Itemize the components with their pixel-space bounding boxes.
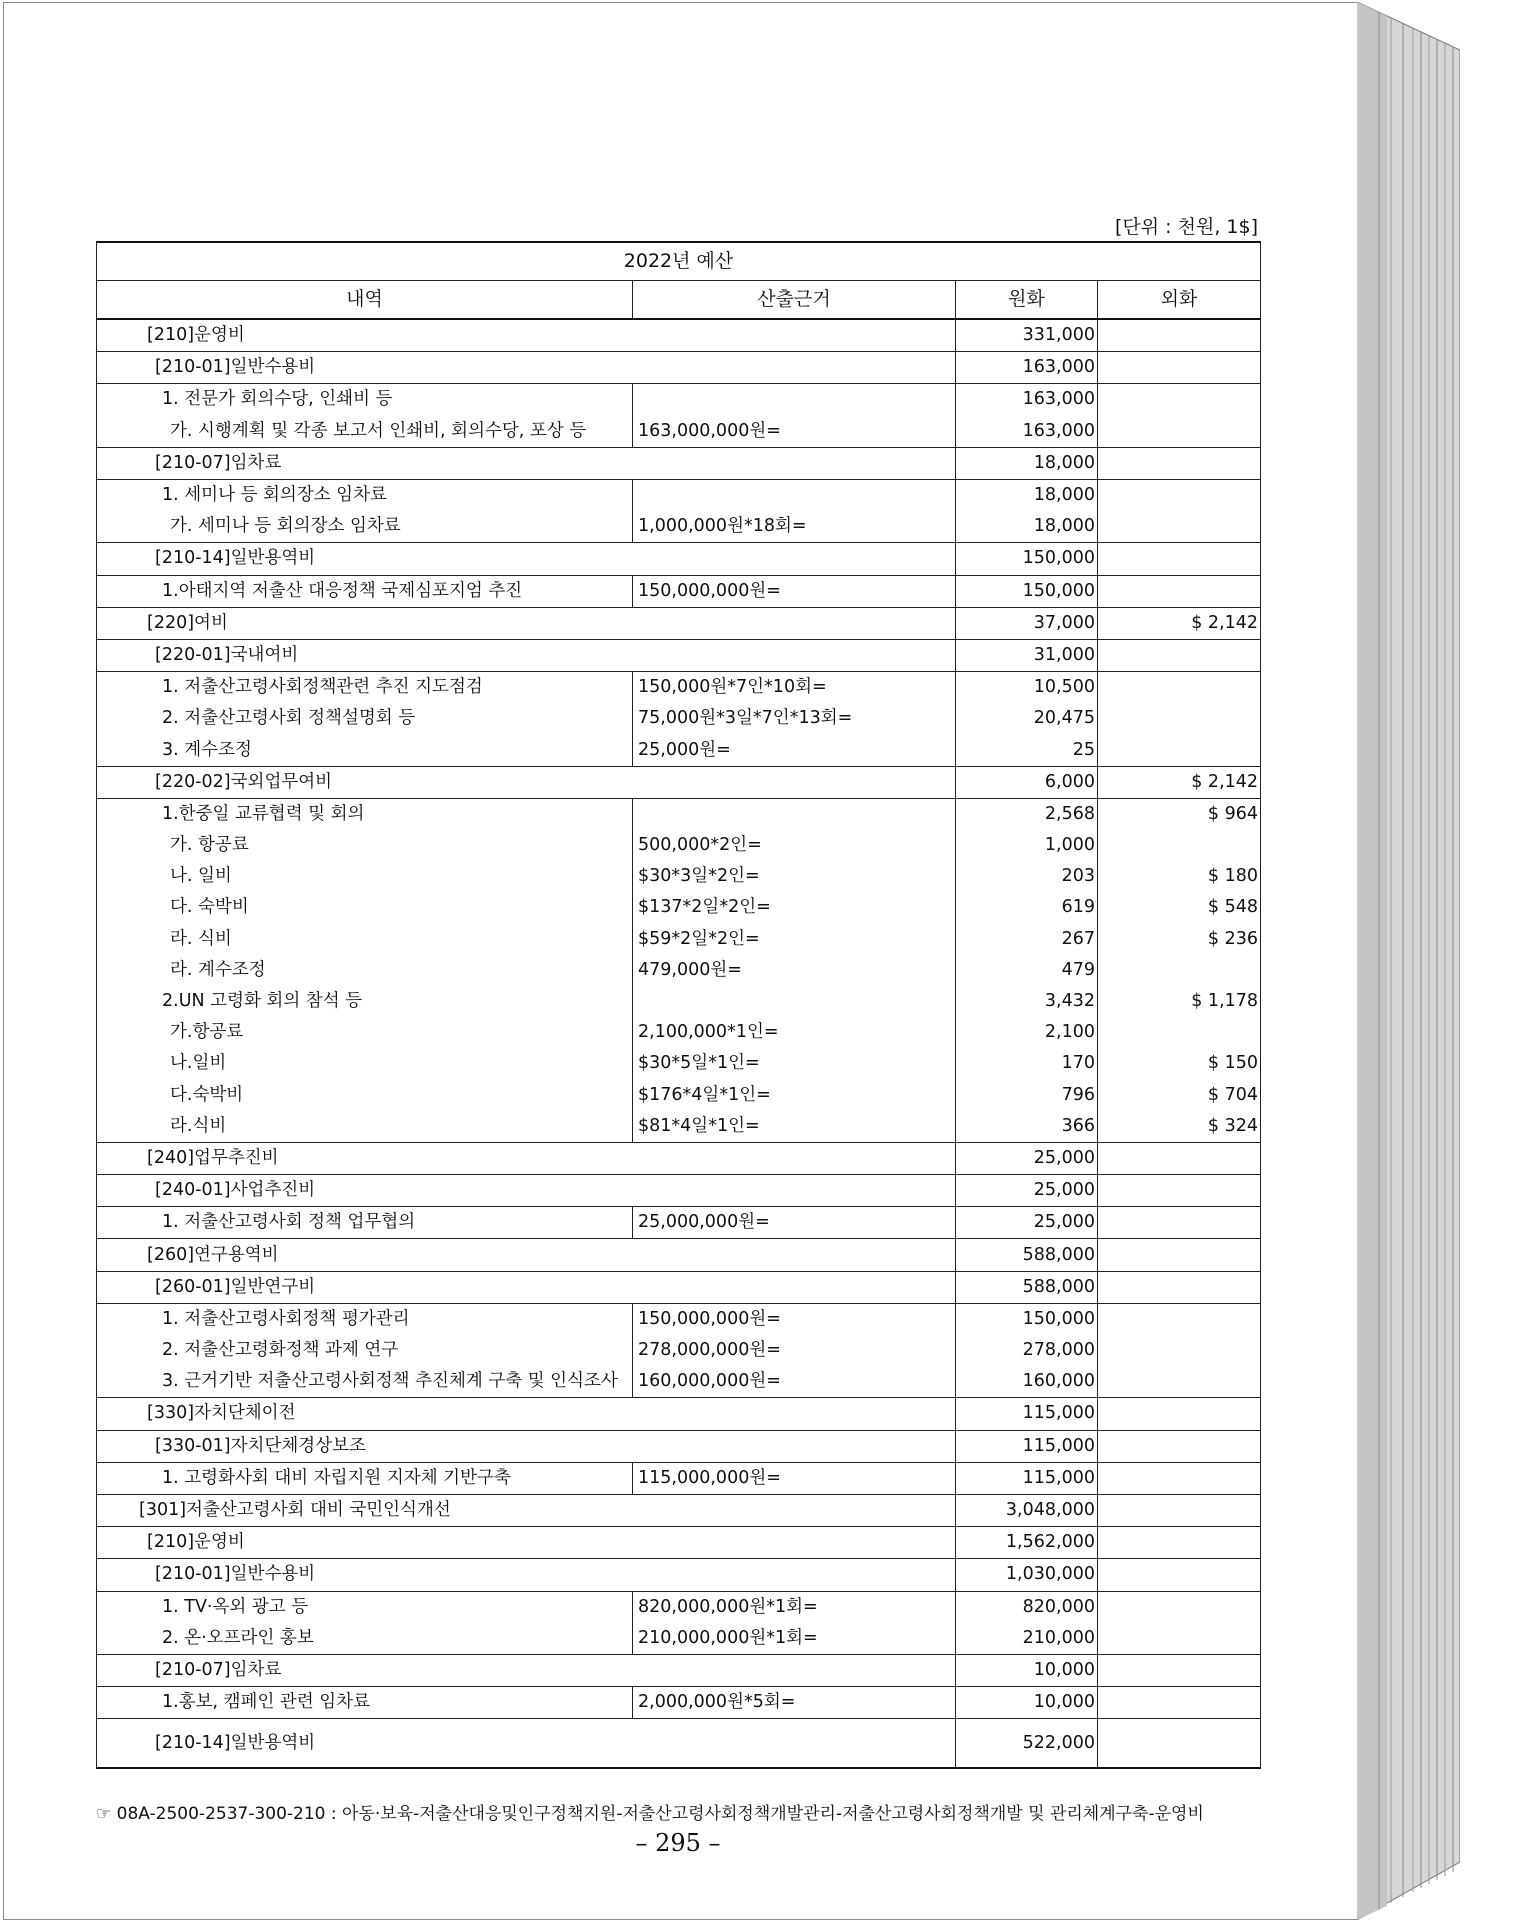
- cell-fx: $ 548: [1098, 892, 1261, 923]
- table-row: [97, 1080, 1261, 1111]
- cell-krw: 115,000: [956, 1462, 1098, 1494]
- table-row: [97, 1623, 1261, 1655]
- cell-basis: $59*2일*2인=: [633, 924, 956, 955]
- cell-item: [210-01]일반수용비: [97, 352, 956, 384]
- cell-fx: [1098, 1591, 1261, 1623]
- cell-krw: 163,000: [956, 384, 1098, 416]
- cell-fx: [1098, 352, 1261, 384]
- cell-basis: 160,000,000원=: [633, 1366, 956, 1398]
- table-row: [97, 703, 1261, 734]
- table-row: [97, 352, 1261, 384]
- cell-fx: $ 2,142: [1098, 607, 1261, 639]
- cell-item: [220-01]국내여비: [97, 639, 956, 671]
- cell-krw: 2,568: [956, 798, 1098, 830]
- page-number: – 295 –: [635, 1829, 721, 1857]
- cell-fx: [1098, 575, 1261, 607]
- cell-item: 나.일비: [97, 1048, 633, 1079]
- cell-krw: 150,000: [956, 543, 1098, 575]
- cell-fx: [1098, 1366, 1261, 1398]
- cell-krw: 31,000: [956, 639, 1098, 671]
- cell-fx: [1098, 1142, 1261, 1174]
- cell-basis: [633, 986, 956, 1017]
- cell-krw: 10,000: [956, 1687, 1098, 1719]
- cell-krw: 588,000: [956, 1271, 1098, 1303]
- table-row: [97, 1239, 1261, 1271]
- cell-fx: [1098, 1462, 1261, 1494]
- cell-fx: [1098, 1719, 1261, 1769]
- table-row: [97, 1687, 1261, 1719]
- cell-item: 1. 고령화사회 대비 자립지원 지자체 기반구축: [97, 1462, 633, 1494]
- table-row: [97, 1462, 1261, 1494]
- cell-item: [330]자치단체이전: [97, 1398, 956, 1430]
- cell-item: 1. 세미나 등 회의장소 임차료: [97, 479, 633, 511]
- cell-fx: [1098, 319, 1261, 352]
- cell-krw: 10,000: [956, 1654, 1098, 1686]
- cell-krw: 150,000: [956, 575, 1098, 607]
- table-row: [97, 384, 1261, 416]
- table-row: [97, 1719, 1261, 1769]
- cell-basis: 2,000,000원*5회=: [633, 1687, 956, 1719]
- cell-item: 가. 시행계획 및 각종 보고서 인쇄비, 회의수당, 포상 등: [97, 416, 633, 448]
- cell-basis: 25,000원=: [633, 734, 956, 766]
- cell-fx: [1098, 1494, 1261, 1526]
- cell-krw: 3,432: [956, 986, 1098, 1017]
- table-row: [97, 798, 1261, 830]
- col-header-fx: 외화: [1098, 281, 1261, 320]
- cell-fx: $ 180: [1098, 861, 1261, 892]
- cell-fx: [1098, 447, 1261, 479]
- footnote: ☞ 08A-2500-2537-300-210 : 아동·보육-저출산대응및인구정책지원-저출산고령사회정책개발관리-저출산고령사회정책개발 및 관리체계구축-운영비: [96, 1804, 1204, 1824]
- cell-fx: [1098, 1559, 1261, 1591]
- table-row: [97, 1207, 1261, 1239]
- table-row: [97, 416, 1261, 448]
- cell-krw: 203: [956, 861, 1098, 892]
- cell-basis: 25,000,000원=: [633, 1207, 956, 1239]
- cell-fx: [1098, 1623, 1261, 1655]
- cell-fx: [1098, 1687, 1261, 1719]
- table-row: [97, 607, 1261, 639]
- cell-fx: [1098, 1207, 1261, 1239]
- cell-krw: 150,000: [956, 1303, 1098, 1335]
- cell-krw: 37,000: [956, 607, 1098, 639]
- cell-krw: 115,000: [956, 1398, 1098, 1430]
- cell-fx: $ 704: [1098, 1080, 1261, 1111]
- table-row: [97, 672, 1261, 704]
- cell-krw: 6,000: [956, 766, 1098, 798]
- cell-item: 3. 근거기반 저출산고령사회정책 추진체계 구축 및 인식조사: [97, 1366, 633, 1398]
- cell-krw: 160,000: [956, 1366, 1098, 1398]
- cell-basis: 150,000,000원=: [633, 575, 956, 607]
- cell-fx: $ 236: [1098, 924, 1261, 955]
- cell-fx: $ 324: [1098, 1111, 1261, 1143]
- cell-item: [210-07]임차료: [97, 447, 956, 479]
- table-row: [97, 1111, 1261, 1143]
- cell-fx: [1098, 1527, 1261, 1559]
- table-body: [97, 319, 1261, 1768]
- table-row: [97, 1175, 1261, 1207]
- table-row: [97, 924, 1261, 955]
- table-row: [97, 1559, 1261, 1591]
- cell-fx: [1098, 703, 1261, 734]
- cell-krw: 3,048,000: [956, 1494, 1098, 1526]
- cell-item: [301]저출산고령사회 대비 국민인식개선: [97, 1494, 956, 1526]
- cell-krw: 479: [956, 955, 1098, 986]
- cell-item: 2. 저출산고령사회 정책설명회 등: [97, 703, 633, 734]
- cell-fx: [1098, 830, 1261, 861]
- table-row: [97, 1591, 1261, 1623]
- cell-krw: 18,000: [956, 447, 1098, 479]
- cell-fx: [1098, 734, 1261, 766]
- book-page-edges: [1357, 2, 1460, 1920]
- table-row: [97, 639, 1261, 671]
- table-row: [97, 1398, 1261, 1430]
- cell-item: 나. 일비: [97, 861, 633, 892]
- cell-item: 라.식비: [97, 1111, 633, 1143]
- table-row: [97, 766, 1261, 798]
- cell-basis: [633, 479, 956, 511]
- cell-item: 3. 계수조정: [97, 734, 633, 766]
- table-row: [97, 479, 1261, 511]
- cell-krw: 25,000: [956, 1175, 1098, 1207]
- cell-item: [210-14]일반용역비: [97, 543, 956, 575]
- cell-basis: 820,000,000원*1회=: [633, 1591, 956, 1623]
- cell-item: [210-14]일반용역비: [97, 1719, 956, 1769]
- cell-item: 2.UN 고령화 회의 참석 등: [97, 986, 633, 1017]
- cell-basis: [633, 798, 956, 830]
- cell-item: 1. 저출산고령사회정책관련 추진 지도점검: [97, 672, 633, 704]
- cell-krw: 1,562,000: [956, 1527, 1098, 1559]
- cell-krw: 2,100: [956, 1017, 1098, 1048]
- cell-krw: 25: [956, 734, 1098, 766]
- cell-basis: 479,000원=: [633, 955, 956, 986]
- cell-basis: [633, 384, 956, 416]
- table-title: 2022년 예산: [97, 242, 1261, 281]
- cell-krw: 163,000: [956, 352, 1098, 384]
- cell-krw: 267: [956, 924, 1098, 955]
- table-row: [97, 955, 1261, 986]
- cell-item: 1. 저출산고령사회 정책 업무협의: [97, 1207, 633, 1239]
- cell-krw: 278,000: [956, 1335, 1098, 1366]
- cell-basis: $30*3일*2인=: [633, 861, 956, 892]
- table-row: [97, 1366, 1261, 1398]
- cell-fx: [1098, 639, 1261, 671]
- table-row: [97, 1335, 1261, 1366]
- table-row: [97, 734, 1261, 766]
- cell-basis: $137*2일*2인=: [633, 892, 956, 923]
- table-row: [97, 1142, 1261, 1174]
- cell-item: [210]운영비: [97, 319, 956, 352]
- cell-item: 1.한중일 교류협력 및 회의: [97, 798, 633, 830]
- cell-item: [240-01]사업추진비: [97, 1175, 956, 1207]
- cell-fx: [1098, 1430, 1261, 1462]
- cell-krw: 115,000: [956, 1430, 1098, 1462]
- cell-basis: 210,000,000원*1회=: [633, 1623, 956, 1655]
- cell-krw: 210,000: [956, 1623, 1098, 1655]
- cell-item: 1. 저출산고령사회정책 평가관리: [97, 1303, 633, 1335]
- cell-fx: [1098, 1303, 1261, 1335]
- cell-fx: [1098, 416, 1261, 448]
- table-row: [97, 1494, 1261, 1526]
- cell-item: [210]운영비: [97, 1527, 956, 1559]
- cell-fx: [1098, 1398, 1261, 1430]
- cell-krw: 820,000: [956, 1591, 1098, 1623]
- cell-fx: [1098, 543, 1261, 575]
- cell-basis: 500,000*2인=: [633, 830, 956, 861]
- cell-fx: [1098, 1017, 1261, 1048]
- table-row: [97, 892, 1261, 923]
- table-row: [97, 1017, 1261, 1048]
- cell-item: [260-01]일반연구비: [97, 1271, 956, 1303]
- cell-basis: 163,000,000원=: [633, 416, 956, 448]
- col-header-krw: 원화: [956, 281, 1098, 320]
- cell-item: 라. 계수조정: [97, 955, 633, 986]
- cell-item: 가. 세미나 등 회의장소 임차료: [97, 511, 633, 543]
- cell-basis: $81*4일*1인=: [633, 1111, 956, 1143]
- cell-item: 다.숙박비: [97, 1080, 633, 1111]
- cell-basis: 150,000,000원=: [633, 1303, 956, 1335]
- cell-basis: 150,000원*7인*10회=: [633, 672, 956, 704]
- cell-krw: 25,000: [956, 1142, 1098, 1174]
- table-row: [97, 1430, 1261, 1462]
- cell-fx: [1098, 384, 1261, 416]
- cell-item: 1.아태지역 저출산 대응정책 국제심포지엄 추진: [97, 575, 633, 607]
- cell-krw: 796: [956, 1080, 1098, 1111]
- table-row: [97, 986, 1261, 1017]
- cell-fx: $ 1,178: [1098, 986, 1261, 1017]
- cell-item: 2. 온·오프라인 홍보: [97, 1623, 633, 1655]
- cell-fx: $ 150: [1098, 1048, 1261, 1079]
- cell-krw: 1,030,000: [956, 1559, 1098, 1591]
- cell-krw: 10,500: [956, 672, 1098, 704]
- cell-krw: 522,000: [956, 1719, 1098, 1769]
- table-row: [97, 830, 1261, 861]
- cell-item: 1.홍보, 캠페인 관련 임차료: [97, 1687, 633, 1719]
- table-row: [97, 1654, 1261, 1686]
- col-header-item: 내역: [97, 281, 633, 320]
- cell-item: [210-07]임차료: [97, 1654, 956, 1686]
- cell-fx: [1098, 672, 1261, 704]
- table-row: [97, 575, 1261, 607]
- table-row: [97, 1271, 1261, 1303]
- cell-item: 1. 전문가 회의수당, 인쇄비 등: [97, 384, 633, 416]
- cell-krw: 20,475: [956, 703, 1098, 734]
- cell-fx: [1098, 1335, 1261, 1366]
- cell-item: [260]연구용역비: [97, 1239, 956, 1271]
- cell-fx: [1098, 1654, 1261, 1686]
- cell-item: 가. 항공료: [97, 830, 633, 861]
- budget-table: [96, 241, 1261, 1769]
- cell-fx: [1098, 479, 1261, 511]
- table-row: [97, 511, 1261, 543]
- cell-item: 1. TV·옥외 광고 등: [97, 1591, 633, 1623]
- cell-krw: 331,000: [956, 319, 1098, 352]
- unit-label: [단위 : 천원, 1$]: [1115, 216, 1258, 238]
- table-row: [97, 1527, 1261, 1559]
- cell-krw: 18,000: [956, 479, 1098, 511]
- cell-fx: $ 2,142: [1098, 766, 1261, 798]
- cell-item: 라. 식비: [97, 924, 633, 955]
- cell-krw: 619: [956, 892, 1098, 923]
- cell-fx: $ 964: [1098, 798, 1261, 830]
- cell-item: 2. 저출산고령화정책 과제 연구: [97, 1335, 633, 1366]
- cell-item: [210-01]일반수용비: [97, 1559, 956, 1591]
- cell-krw: 366: [956, 1111, 1098, 1143]
- cell-krw: 170: [956, 1048, 1098, 1079]
- table-row: [97, 1048, 1261, 1079]
- col-header-basis: 산출근거: [633, 281, 956, 320]
- cell-fx: [1098, 955, 1261, 986]
- cell-basis: 75,000원*3일*7인*13회=: [633, 703, 956, 734]
- table-row: [97, 1303, 1261, 1335]
- cell-krw: 1,000: [956, 830, 1098, 861]
- table-row: [97, 543, 1261, 575]
- cell-basis: $30*5일*1인=: [633, 1048, 956, 1079]
- cell-basis: 115,000,000원=: [633, 1462, 956, 1494]
- cell-basis: $176*4일*1인=: [633, 1080, 956, 1111]
- cell-item: [240]업무추진비: [97, 1142, 956, 1174]
- cell-krw: 588,000: [956, 1239, 1098, 1271]
- cell-krw: 18,000: [956, 511, 1098, 543]
- cell-basis: 2,100,000*1인=: [633, 1017, 956, 1048]
- cell-basis: 278,000,000원=: [633, 1335, 956, 1366]
- cell-basis: 1,000,000원*18회=: [633, 511, 956, 543]
- table-row: [97, 861, 1261, 892]
- cell-item: 다. 숙박비: [97, 892, 633, 923]
- table-row: [97, 319, 1261, 352]
- cell-item: [220-02]국외업무여비: [97, 766, 956, 798]
- cell-fx: [1098, 1175, 1261, 1207]
- table-row: [97, 447, 1261, 479]
- cell-fx: [1098, 1271, 1261, 1303]
- cell-item: [220]여비: [97, 607, 956, 639]
- cell-item: [330-01]자치단체경상보조: [97, 1430, 956, 1462]
- cell-krw: 25,000: [956, 1207, 1098, 1239]
- cell-fx: [1098, 1239, 1261, 1271]
- cell-fx: [1098, 511, 1261, 543]
- cell-item: 가.항공료: [97, 1017, 633, 1048]
- cell-krw: 163,000: [956, 416, 1098, 448]
